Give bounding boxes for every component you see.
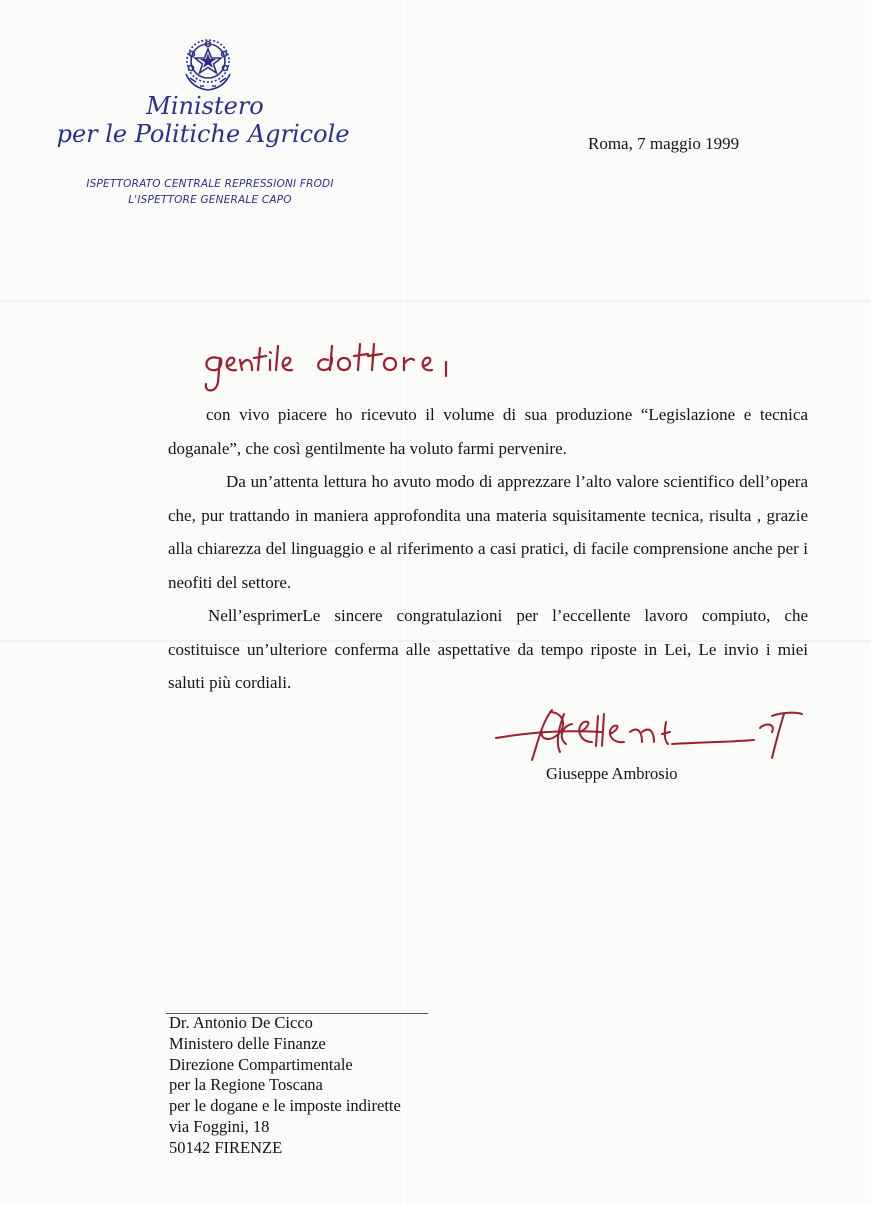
ministry-name-line1: Ministero	[146, 92, 264, 120]
ministry-name-line2: per le Politiche Agricole	[56, 120, 350, 148]
address-line: Direzione Compartimentale	[169, 1054, 353, 1074]
handwritten-salutation	[196, 338, 516, 398]
department-line1: ISPETTORATO CENTRALE REPRESSIONI FRODI	[86, 178, 334, 190]
letter-body	[168, 398, 808, 700]
department-line2: L'ISPETTORE GENERALE CAPO	[128, 194, 292, 206]
address-line: 50142 FIRENZE	[169, 1137, 283, 1157]
address-line: per la Regione Toscana	[169, 1075, 323, 1095]
address-line: Dr. Antonio De Cicco	[169, 1013, 313, 1032]
body-paragraph: Da un’attenta lettura ho avuto modo di apprezzare l’alto valore scientifico dell’opera che, pur trattando in maniera approfondita una materia squisitamente tecnica, risulta , grazie alla chiarezza del linguaggio e al riferimento a casi pratici, di facile comprensione anche per i neofiti del settore.	[168, 472, 808, 592]
ministry-department	[60, 176, 360, 208]
address-line: Ministero delle Finanze	[169, 1033, 326, 1053]
body-paragraph: con vivo piacere ho ricevuto il volume di sua produzione “Legislazione e tecnica doganale”, che così gentilmente ha voluto farmi pervenire.	[168, 405, 808, 458]
republic-emblem-icon	[178, 34, 238, 94]
paper-fold	[0, 300, 871, 302]
recipient-address	[169, 1013, 401, 1159]
address-line: per le dogane e le imposte indirette	[169, 1096, 401, 1116]
body-paragraph: Nell’esprimerLe sincere congratulazioni per l’eccellente lavoro compiuto, che costituisce un’ulteriore conferma alle aspettative da tempo riposte in Lei, Le invio i miei saluti più cordiali.	[168, 606, 808, 692]
letter-date: Roma, 7 maggio 1999	[588, 134, 740, 153]
ministry-name	[40, 92, 370, 148]
signer-name: Giuseppe Ambrosio	[546, 764, 678, 783]
handwritten-signature	[492, 702, 810, 772]
address-line: via Foggini, 18	[169, 1116, 270, 1136]
